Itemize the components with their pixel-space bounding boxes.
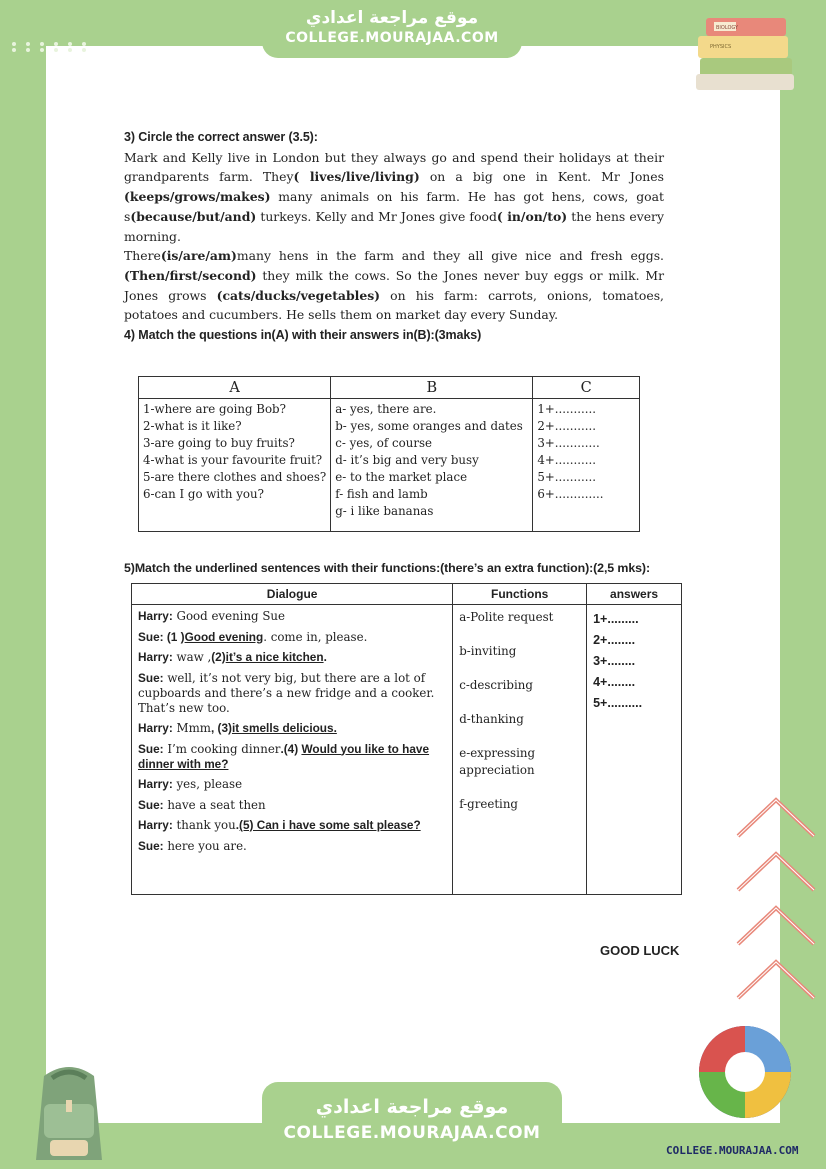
book-spine-1: BIOLOGY [716,25,739,31]
dialogue-line: Sue: have a seat then [138,797,266,812]
frame-left [0,0,46,1169]
section4-heading: 4) Match the questions in(A) with their answers in(B):(3maks) [124,328,482,343]
dialogue-line: Sue: well, it’s not very big, but there are a lot of cupboards and there’s a new fridge and a cooker. That’s new too. [138,670,435,715]
answer-blank[interactable]: 1+........... [537,402,596,416]
question-item: 4-what is your favourite fruit? [143,453,323,467]
dialogue-line: Harry: Mmm, (3)it smells delicious. [138,721,337,735]
section5-heading: 5)Match the underlined sentences with their functions:(there’s an extra function):(2,5 mks): [124,561,650,575]
matching-table [138,376,640,532]
answer-blank[interactable]: 1+......... [593,612,639,626]
function-item: a-Polite request [459,610,554,624]
answer-blank[interactable]: 4+........ [593,675,636,689]
choice-7[interactable]: (cats/ducks/vegetables) [216,287,381,303]
choice-6[interactable]: (Then/first/second) [124,267,257,283]
column-c-blanks [533,399,640,532]
column-c-header: C [533,377,640,399]
subjects-wheel-icon [696,1020,794,1140]
question-item: 1-where are going Bob? [143,402,286,416]
chevron-up-icon [734,956,818,1002]
function-item: c-describing [459,678,533,692]
section3-paragraph-2: There(is/are/am)many hens in the farm and they all give nice and fresh eggs.(Then/first/second) they milk the cows. So the Jones never buy eggs or milk. Mr Jones grows (cats/ducks/vegetables) on his farm: carrots, onions, tomatoes, potatoes and cucumbers. He sells them on market day every Sunday. [124,248,664,323]
header-arabic: موقع مراجعة اعدادي [305,8,479,28]
backpack-icon [14,1056,124,1166]
function-item: d-thanking [459,712,524,726]
chevron-up-icon [734,848,818,894]
chevron-decoration [734,794,818,1010]
answer-blank[interactable]: 4+........... [537,453,596,467]
functions-cell [453,605,587,895]
answer-blank[interactable]: 3+........ [593,654,636,668]
dialogue-line: Harry: Good evening Sue [138,609,286,623]
answers-cell [587,605,682,895]
answer-blank[interactable]: 6+............. [537,487,604,501]
answer-item: f- fish and lamb [335,487,428,501]
function-item: b-inviting [459,644,517,658]
answer-blank[interactable]: 5+.......... [593,696,643,710]
dialogue-cell [132,605,453,895]
dots-decoration [12,42,92,52]
function-item: e-expressing appreciation [459,746,536,777]
choice-2[interactable]: (keeps/grows/makes) [124,189,271,205]
dialogue-line: Harry: thank you.(5) Can i have some salt please? [138,818,421,832]
column-a-questions [139,399,331,532]
header-banner[interactable] [262,0,522,58]
answer-item: e- to the market place [335,470,468,484]
dialogue-header: Dialogue [132,584,453,605]
chevron-up-icon [734,794,818,840]
function-item: f-greeting [459,797,518,811]
footer-arabic: موقع مراجعة اعدادي [315,1096,509,1118]
choice-1[interactable]: ( lives/live/living) [293,169,420,185]
choice-4[interactable]: ( in/on/to) [496,208,568,224]
book-spine-2: PHYSICS [710,44,732,50]
column-b-header: B [331,377,533,399]
question-item: 5-are there clothes and shoes? [143,470,327,484]
answers-header: answers [587,584,682,605]
question-item: 6-can I go with you? [143,487,264,501]
section3-paragraph-1: Mark and Kelly live in London but they always go and spend their holidays at their grandparents farm. They( lives/live/living) on a big one in Kent. Mr Jones (keeps/grows/makes) many animals on his farm. He has got hens, cows, goat s(because/but/and) turkeys. Kelly and Mr Jones give food( in/on/to) the hens every morning. [124,149,664,244]
answer-item: c- yes, of course [335,436,432,450]
logo-url[interactable]: COLLEGE.MOURAJAA.COM [666,1144,799,1157]
books-icon [692,14,802,94]
question-item: 2-what is it like? [143,419,242,433]
column-b-answers [331,399,533,532]
dialogue-line: Sue: (1 )Good evening. come in, please. [138,629,368,644]
functions-header: Functions [453,584,587,605]
answer-blank[interactable]: 2+........ [593,633,636,647]
choice-3[interactable]: (because/but/and) [130,208,257,224]
footer-url[interactable]: COLLEGE.MOURAJAA.COM [283,1123,541,1143]
chevron-up-icon [734,902,818,948]
header-url[interactable]: COLLEGE.MOURAJAA.COM [285,30,499,46]
dialogue-line: Harry: waw ,(2)it’s a nice kitchen. [138,650,327,664]
question-item: 3-are going to buy fruits? [143,436,295,450]
answer-blank[interactable]: 3+............ [537,436,600,450]
dialogue-line: Harry: yes, please [138,777,243,791]
answer-item: b- yes, some oranges and dates [335,419,523,433]
answer-blank[interactable]: 2+........... [537,419,596,433]
dialogue-table [131,583,682,895]
answer-item: d- it’s big and very busy [335,453,479,467]
dialogue-line: Sue: here you are. [138,838,247,853]
answer-item: g- i like bananas [335,504,434,518]
answer-item: a- yes, there are. [335,402,437,416]
column-a-header: A [139,377,331,399]
answer-blank[interactable]: 5+........... [537,470,596,484]
choice-5[interactable]: (is/are/am) [160,248,237,264]
footer-banner[interactable] [262,1082,562,1152]
section3-heading: 3) Circle the correct answer (3.5): [124,130,318,144]
worksheet-content [124,128,664,346]
good-luck-text: GOOD LUCK [600,943,680,958]
dialogue-line: Sue: I’m cooking dinner.(4) Would you like to have dinner with me? [138,741,430,771]
